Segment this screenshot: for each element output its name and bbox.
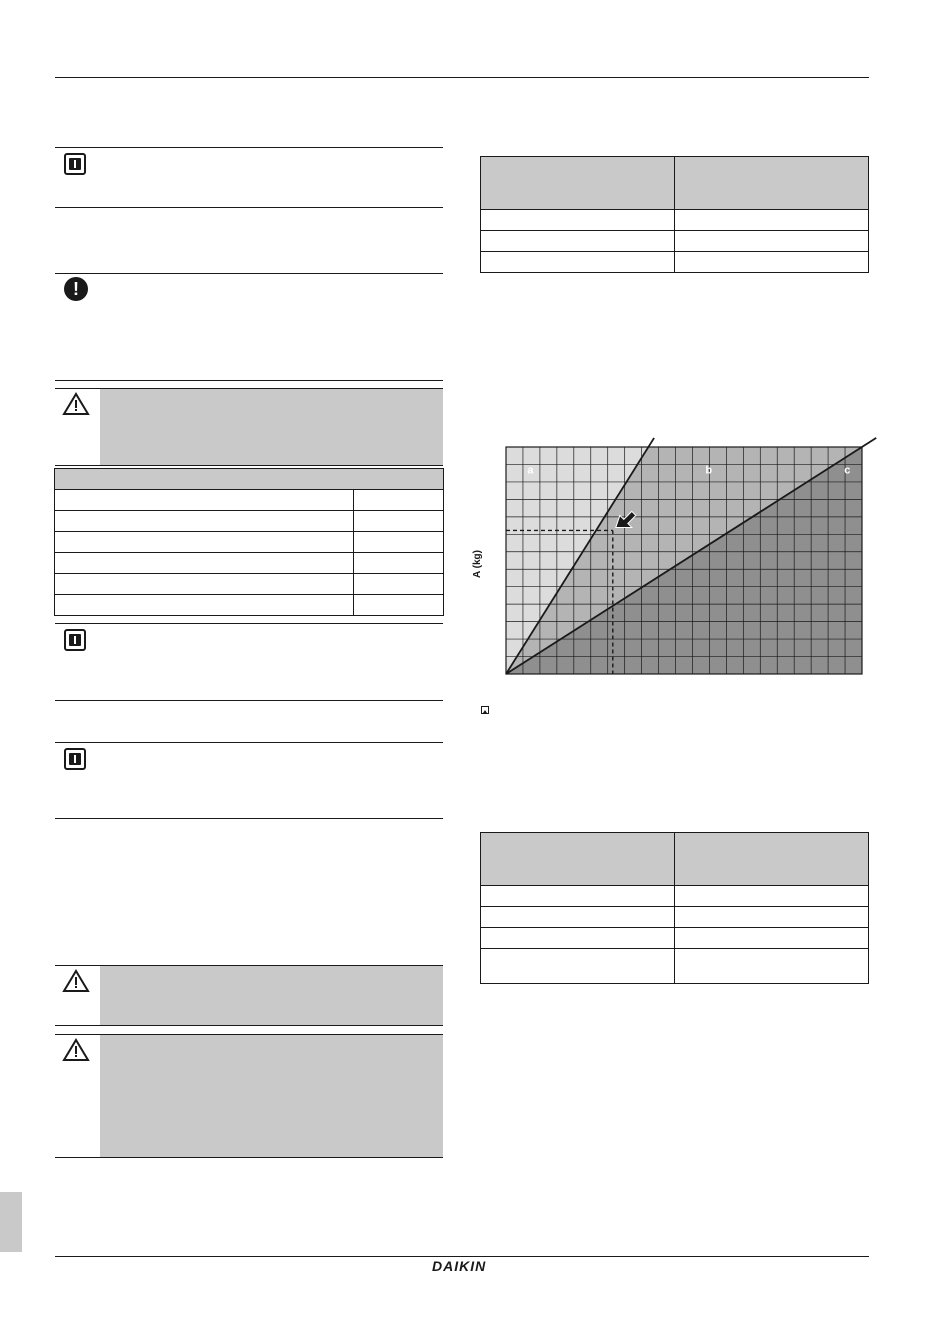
header-rule — [55, 77, 869, 78]
table-row — [481, 928, 869, 949]
info-box-3-bottom-rule — [55, 818, 443, 819]
table-header-row — [55, 469, 444, 490]
notice-box-top-rule — [55, 273, 443, 274]
left-table — [54, 468, 444, 616]
info-box-1-top-rule — [55, 147, 443, 148]
info-box-3-top-rule — [55, 742, 443, 743]
table-row — [55, 490, 444, 511]
image-icon — [481, 706, 489, 714]
chapter-tab — [0, 1192, 22, 1252]
daikin-logo: DAIKIN — [432, 1258, 487, 1274]
table-row — [481, 907, 869, 928]
table-row — [481, 949, 869, 984]
warning-triangle-icon — [62, 969, 90, 993]
y-axis-label: A (kg) — [472, 550, 483, 578]
region-label-c: c — [844, 464, 851, 477]
table-header-row — [481, 833, 869, 886]
table-row — [55, 532, 444, 553]
info-icon — [64, 153, 86, 175]
info-icon — [64, 629, 86, 651]
warning-box-1-bottom-rule — [55, 465, 443, 466]
table-row — [55, 511, 444, 532]
region-label-b: b — [705, 464, 713, 477]
info-box-2-top-rule — [55, 623, 443, 624]
footer-rule — [55, 1256, 869, 1257]
warning-box-3-bottom-rule — [55, 1157, 443, 1158]
exclamation-icon: ! — [64, 277, 88, 301]
table-row — [55, 574, 444, 595]
table-row — [481, 886, 869, 907]
info-icon — [64, 748, 86, 770]
table-row — [55, 553, 444, 574]
right-table-2 — [480, 832, 869, 984]
warning-box-3-body — [100, 1035, 443, 1157]
notice-box-bottom-rule — [55, 380, 443, 381]
right-table-1 — [480, 156, 869, 273]
table-row — [481, 231, 869, 252]
table-row — [55, 595, 444, 616]
warning-triangle-icon — [62, 1038, 90, 1062]
warning-triangle-icon — [62, 392, 90, 416]
table-row — [481, 252, 869, 273]
region-label-a: a — [527, 464, 534, 477]
info-box-2-bottom-rule — [55, 700, 443, 701]
warning-box-2-bottom-rule — [55, 1025, 443, 1026]
warning-box-1-body — [100, 389, 443, 465]
refrigerant-charge-chart — [480, 430, 880, 690]
table-header-row — [481, 157, 869, 210]
info-box-1-bottom-rule — [55, 207, 443, 208]
table-row — [481, 210, 869, 231]
warning-box-2-body — [100, 966, 443, 1025]
